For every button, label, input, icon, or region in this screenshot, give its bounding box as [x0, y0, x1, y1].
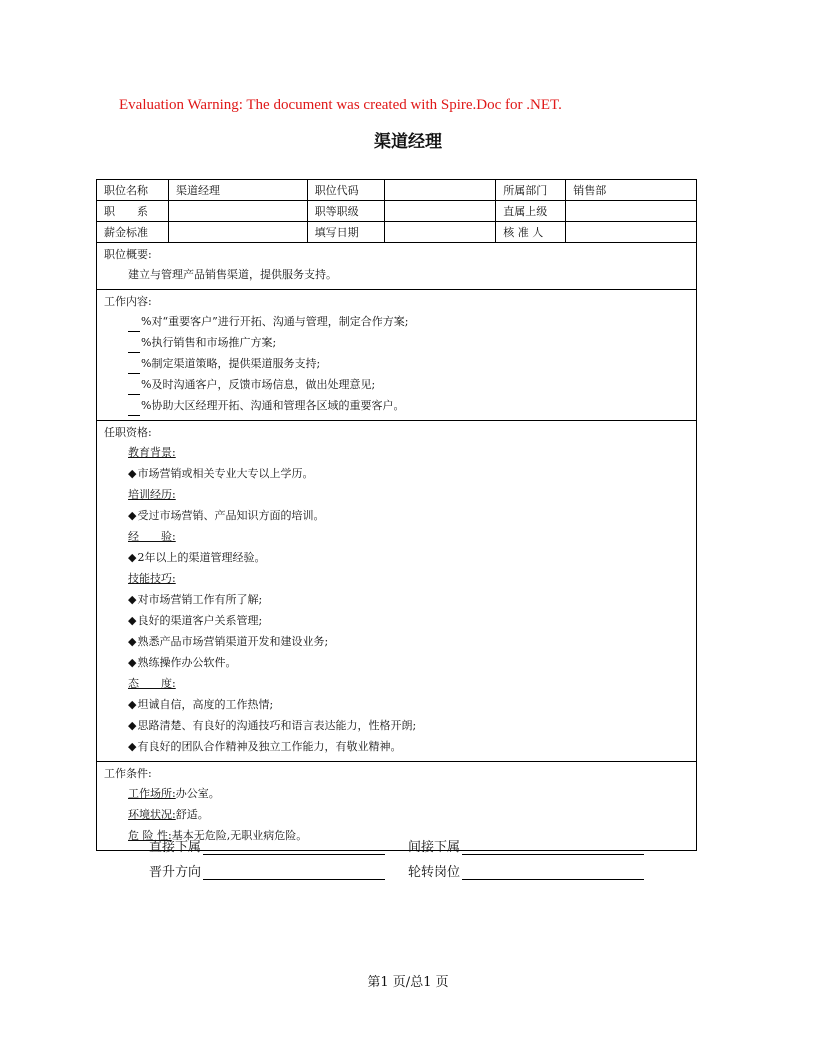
field-label: 间接下属	[408, 840, 461, 855]
evaluation-warning: Evaluation Warning: The document was created with Spire.Doc for .NET.	[119, 97, 562, 113]
rotation-field	[408, 861, 644, 880]
signoff-row	[0, 861, 816, 883]
value-cell	[384, 201, 496, 222]
label-cell: 所属部门	[496, 180, 566, 201]
subsection-title: 教育背景:	[128, 446, 176, 459]
diamond-bullet-icon: ◆	[128, 635, 137, 648]
duties-row	[97, 290, 697, 421]
list-item: ◆熟练操作办公软件。	[128, 656, 237, 669]
label-cell: 核 准 人	[496, 222, 566, 243]
list-item: %对“重要客户”进行开拓、沟通与管理，制定合作方案;	[104, 311, 689, 332]
list-item	[104, 783, 689, 804]
value-cell	[566, 201, 697, 222]
list-item: %协助大区经理开拓、沟通和管理各区域的重要客户。	[104, 395, 689, 416]
diamond-bullet-icon: ◆	[128, 698, 137, 711]
blank-line	[128, 339, 140, 353]
signoff-row	[0, 836, 816, 858]
condition-value: 基本无危险,无职业病危险。	[171, 829, 308, 842]
list-item: %及时沟通客户，反馈市场信息，做出处理意见;	[104, 374, 689, 395]
diamond-bullet-icon: ◆	[128, 509, 137, 522]
table-row	[97, 201, 697, 222]
value-cell	[168, 201, 307, 222]
label-cell: 职 系	[97, 201, 169, 222]
subsection-title: 经 验:	[128, 530, 176, 543]
label-cell: 直属上级	[496, 201, 566, 222]
table-row	[97, 180, 697, 201]
diamond-bullet-icon: ◆	[128, 467, 137, 480]
label-cell: 职位代码	[307, 180, 384, 201]
list-item: ◆2年以上的渠道管理经验。	[128, 551, 266, 564]
section-heading: 工作内容:	[104, 295, 152, 308]
section-heading: 任职资格:	[104, 426, 152, 439]
condition-label: 工作场所:	[128, 787, 176, 800]
blank-line	[128, 381, 140, 395]
blank-line	[128, 360, 140, 374]
subsection-title: 态 度:	[128, 677, 176, 690]
value-cell: 销售部	[566, 180, 697, 201]
value-cell	[384, 222, 496, 243]
overview-section	[97, 243, 697, 290]
qualifications-section	[97, 421, 697, 762]
job-description-table	[96, 179, 697, 851]
list-item: %执行销售和市场推广方案;	[104, 332, 689, 353]
condition-value: 舒适。	[175, 808, 209, 821]
list-item: %制定渠道策略，提供渠道服务支持;	[104, 353, 689, 374]
list-item: ◆对市场营销工作有所了解;	[128, 593, 263, 606]
direct-subordinate-field	[149, 836, 385, 855]
label-cell: 职位名称	[97, 180, 169, 201]
fill-line	[203, 863, 385, 880]
table-row	[97, 222, 697, 243]
value-cell: 渠道经理	[168, 180, 307, 201]
subsection-title: 技能技巧:	[128, 572, 176, 585]
document-title: 渠道经理	[374, 132, 442, 152]
label-cell: 填写日期	[307, 222, 384, 243]
diamond-bullet-icon: ◆	[128, 593, 137, 606]
fill-line	[462, 838, 644, 855]
duties-section	[97, 290, 697, 421]
label-cell: 职等职级	[307, 201, 384, 222]
condition-label: 危 险 性:	[128, 829, 172, 842]
list-item: ◆有良好的团队合作精神及独立工作能力，有敬业精神。	[128, 740, 402, 753]
indirect-subordinate-field	[408, 836, 644, 855]
blank-line	[128, 402, 140, 416]
overview-row	[97, 243, 697, 290]
list-item: ◆坦诚自信，高度的工作热情;	[128, 698, 274, 711]
value-cell	[566, 222, 697, 243]
promotion-field	[149, 861, 385, 880]
diamond-bullet-icon: ◆	[128, 656, 137, 669]
section-heading: 工作条件:	[104, 767, 152, 780]
fill-line	[203, 838, 385, 855]
label-cell: 薪金标准	[97, 222, 169, 243]
list-item: ◆受过市场营销、产品知识方面的培训。	[128, 509, 325, 522]
condition-value: 办公室。	[175, 787, 220, 800]
section-heading: 职位概要:	[104, 248, 152, 261]
list-item: ◆熟悉产品市场营销渠道开发和建设业务;	[128, 635, 329, 648]
fill-line	[462, 863, 644, 880]
list-item: ◆市场营销或相关专业大专以上学历。	[128, 467, 314, 480]
blank-line	[128, 318, 140, 332]
field-label: 晋升方向	[149, 865, 202, 880]
list-item	[104, 804, 689, 825]
field-label: 直接下属	[149, 840, 202, 855]
list-item: ◆良好的渠道客户关系管理;	[128, 614, 263, 627]
list-item: ◆思路清楚、有良好的沟通技巧和语言表达能力，性格开朗;	[128, 719, 417, 732]
diamond-bullet-icon: ◆	[128, 551, 137, 564]
diamond-bullet-icon: ◆	[128, 719, 137, 732]
value-cell	[384, 180, 496, 201]
qualifications-row	[97, 421, 697, 762]
subsection-title: 培训经历:	[128, 488, 176, 501]
condition-label: 环境状况:	[128, 808, 176, 821]
page-number: 第1 页/总1 页	[367, 975, 449, 990]
overview-text: 建立与管理产品销售渠道，提供服务支持。	[128, 268, 337, 281]
field-label: 轮转岗位	[408, 865, 461, 880]
value-cell	[168, 222, 307, 243]
diamond-bullet-icon: ◆	[128, 740, 137, 753]
diamond-bullet-icon: ◆	[128, 614, 137, 627]
